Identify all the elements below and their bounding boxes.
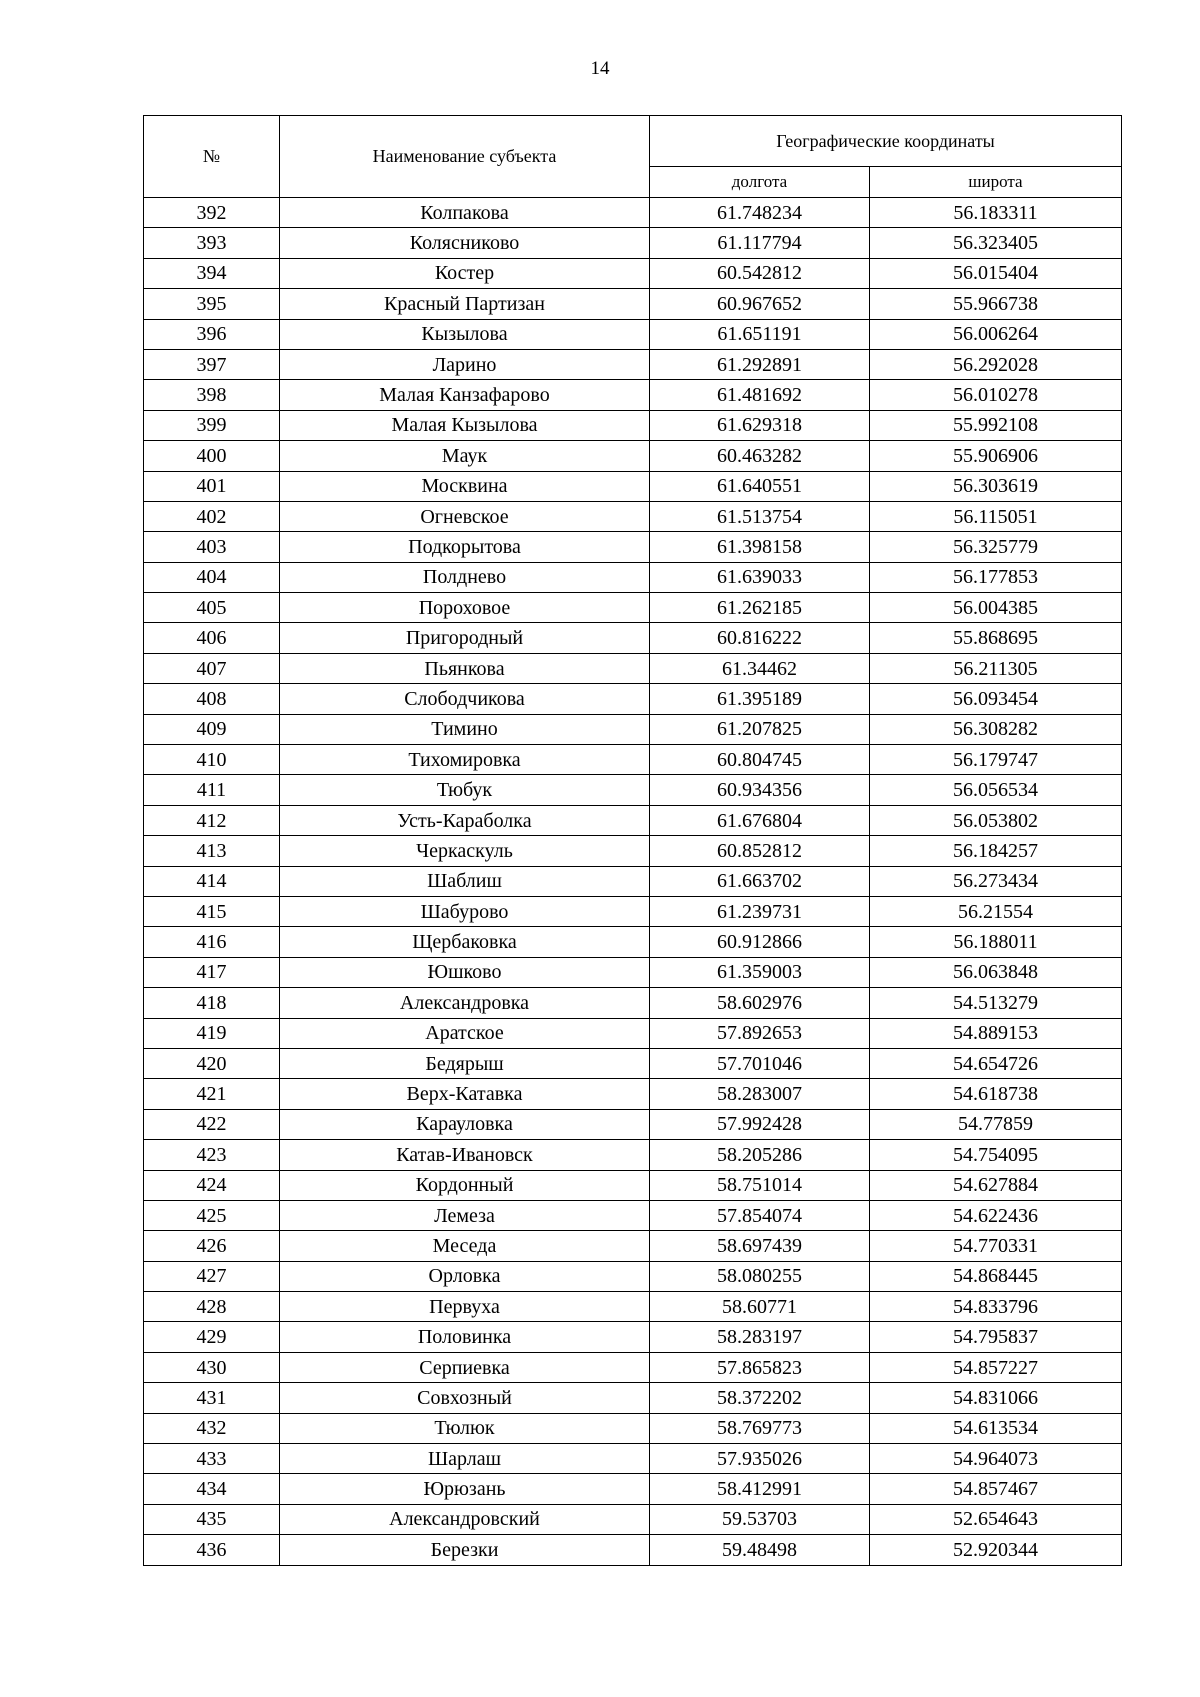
- cell-longitude: 58.412991: [650, 1474, 870, 1504]
- table-row: [144, 1140, 1122, 1170]
- cell-name: Полднево: [280, 562, 650, 592]
- cell-number: 423: [144, 1140, 280, 1170]
- cell-name: Совхозный: [280, 1383, 650, 1413]
- cell-latitude: 55.868695: [870, 623, 1122, 653]
- cell-name: Кызылова: [280, 319, 650, 349]
- cell-name: Кордонный: [280, 1170, 650, 1200]
- cell-latitude: 54.654726: [870, 1048, 1122, 1078]
- cell-name: Красный Партизан: [280, 289, 650, 319]
- cell-number: 397: [144, 349, 280, 379]
- cell-latitude: 54.889153: [870, 1018, 1122, 1048]
- cell-number: 400: [144, 441, 280, 471]
- cell-longitude: 57.892653: [650, 1018, 870, 1048]
- cell-number: 392: [144, 198, 280, 228]
- table-row: [144, 684, 1122, 714]
- cell-number: 414: [144, 866, 280, 896]
- cell-name: Юшково: [280, 957, 650, 987]
- table-row: [144, 349, 1122, 379]
- cell-longitude: 61.239731: [650, 896, 870, 926]
- cell-latitude: 56.183311: [870, 198, 1122, 228]
- cell-number: 407: [144, 653, 280, 683]
- cell-longitude: 61.481692: [650, 380, 870, 410]
- header-number: №: [144, 116, 280, 198]
- cell-number: 433: [144, 1444, 280, 1474]
- cell-latitude: 56.323405: [870, 228, 1122, 258]
- table-row: [144, 501, 1122, 531]
- cell-longitude: 61.292891: [650, 349, 870, 379]
- table-row: [144, 1109, 1122, 1139]
- cell-number: 405: [144, 593, 280, 623]
- cell-longitude: 58.283197: [650, 1322, 870, 1352]
- table-row: [144, 805, 1122, 835]
- cell-name: Карауловка: [280, 1109, 650, 1139]
- cell-number: 401: [144, 471, 280, 501]
- cell-longitude: 60.852812: [650, 836, 870, 866]
- cell-longitude: 60.967652: [650, 289, 870, 319]
- header-name: Наименование субъекта: [280, 116, 650, 198]
- table-row: [144, 289, 1122, 319]
- table-header: [144, 116, 1122, 198]
- cell-longitude: 60.912866: [650, 927, 870, 957]
- cell-latitude: 54.513279: [870, 988, 1122, 1018]
- cell-latitude: 54.831066: [870, 1383, 1122, 1413]
- cell-number: 434: [144, 1474, 280, 1504]
- cell-number: 406: [144, 623, 280, 653]
- cell-latitude: 56.184257: [870, 836, 1122, 866]
- cell-latitude: 52.920344: [870, 1535, 1122, 1565]
- cell-name: Черкаскуль: [280, 836, 650, 866]
- cell-latitude: 54.964073: [870, 1444, 1122, 1474]
- cell-latitude: 54.618738: [870, 1079, 1122, 1109]
- cell-number: 421: [144, 1079, 280, 1109]
- table-row: [144, 471, 1122, 501]
- cell-name: Шаблиш: [280, 866, 650, 896]
- cell-latitude: 54.622436: [870, 1200, 1122, 1230]
- cell-latitude: 56.006264: [870, 319, 1122, 349]
- cell-name: Орловка: [280, 1261, 650, 1291]
- cell-name: Шабурово: [280, 896, 650, 926]
- cell-longitude: 61.651191: [650, 319, 870, 349]
- header-coordinates-group: Географические координаты: [650, 116, 1122, 167]
- cell-longitude: 58.769773: [650, 1413, 870, 1443]
- table-row: [144, 1413, 1122, 1443]
- cell-name: Москвина: [280, 471, 650, 501]
- cell-latitude: 56.004385: [870, 593, 1122, 623]
- cell-latitude: 56.325779: [870, 532, 1122, 562]
- table-row: [144, 623, 1122, 653]
- cell-latitude: 56.015404: [870, 258, 1122, 288]
- cell-latitude: 56.21554: [870, 896, 1122, 926]
- cell-number: 411: [144, 775, 280, 805]
- cell-name: Огневское: [280, 501, 650, 531]
- cell-number: 417: [144, 957, 280, 987]
- cell-longitude: 60.542812: [650, 258, 870, 288]
- cell-name: Пригородный: [280, 623, 650, 653]
- table-row: [144, 1444, 1122, 1474]
- cell-number: 415: [144, 896, 280, 926]
- table-row: [144, 258, 1122, 288]
- cell-latitude: 54.857227: [870, 1352, 1122, 1382]
- cell-latitude: 55.992108: [870, 410, 1122, 440]
- cell-longitude: 61.262185: [650, 593, 870, 623]
- cell-name: Колпакова: [280, 198, 650, 228]
- table-row: [144, 1018, 1122, 1048]
- cell-longitude: 58.205286: [650, 1140, 870, 1170]
- table-row: [144, 1383, 1122, 1413]
- cell-longitude: 61.629318: [650, 410, 870, 440]
- cell-longitude: 61.639033: [650, 562, 870, 592]
- cell-number: 402: [144, 501, 280, 531]
- cell-number: 420: [144, 1048, 280, 1078]
- cell-longitude: 61.207825: [650, 714, 870, 744]
- cell-number: 395: [144, 289, 280, 319]
- cell-number: 418: [144, 988, 280, 1018]
- table-row: [144, 1200, 1122, 1230]
- cell-name: Малая Канзафарово: [280, 380, 650, 410]
- cell-latitude: 55.966738: [870, 289, 1122, 319]
- cell-name: Слободчикова: [280, 684, 650, 714]
- cell-latitude: 56.308282: [870, 714, 1122, 744]
- cell-longitude: 59.48498: [650, 1535, 870, 1565]
- cell-longitude: 57.865823: [650, 1352, 870, 1382]
- cell-number: 426: [144, 1231, 280, 1261]
- table-row: [144, 532, 1122, 562]
- cell-longitude: 61.640551: [650, 471, 870, 501]
- cell-number: 427: [144, 1261, 280, 1291]
- cell-number: 412: [144, 805, 280, 835]
- header-longitude: долгота: [650, 167, 870, 198]
- table-row: [144, 593, 1122, 623]
- cell-latitude: 56.010278: [870, 380, 1122, 410]
- cell-latitude: 56.177853: [870, 562, 1122, 592]
- cell-number: 393: [144, 228, 280, 258]
- cell-name: Ларино: [280, 349, 650, 379]
- cell-number: 408: [144, 684, 280, 714]
- cell-latitude: 56.188011: [870, 927, 1122, 957]
- cell-number: 422: [144, 1109, 280, 1139]
- cell-name: Александровка: [280, 988, 650, 1018]
- cell-longitude: 58.697439: [650, 1231, 870, 1261]
- cell-latitude: 56.063848: [870, 957, 1122, 987]
- cell-name: Первуха: [280, 1292, 650, 1322]
- cell-number: 399: [144, 410, 280, 440]
- cell-longitude: 57.701046: [650, 1048, 870, 1078]
- table-row: [144, 380, 1122, 410]
- cell-name: Половинка: [280, 1322, 650, 1352]
- cell-name: Серпиевка: [280, 1352, 650, 1382]
- cell-number: 396: [144, 319, 280, 349]
- cell-name: Малая Кызылова: [280, 410, 650, 440]
- cell-latitude: 54.613534: [870, 1413, 1122, 1443]
- cell-latitude: 54.754095: [870, 1140, 1122, 1170]
- cell-longitude: 61.748234: [650, 198, 870, 228]
- cell-number: 436: [144, 1535, 280, 1565]
- table-row: [144, 1352, 1122, 1382]
- table-row: [144, 927, 1122, 957]
- cell-longitude: 57.935026: [650, 1444, 870, 1474]
- table-row: [144, 866, 1122, 896]
- cell-number: 431: [144, 1383, 280, 1413]
- table-row: [144, 319, 1122, 349]
- coordinates-table: [143, 115, 1122, 1566]
- table-row: [144, 988, 1122, 1018]
- cell-longitude: 60.463282: [650, 441, 870, 471]
- cell-latitude: 54.795837: [870, 1322, 1122, 1352]
- cell-latitude: 54.627884: [870, 1170, 1122, 1200]
- cell-longitude: 59.53703: [650, 1504, 870, 1534]
- cell-latitude: 54.868445: [870, 1261, 1122, 1291]
- cell-longitude: 57.854074: [650, 1200, 870, 1230]
- cell-longitude: 60.934356: [650, 775, 870, 805]
- cell-name: Усть-Караболка: [280, 805, 650, 835]
- cell-latitude: 54.857467: [870, 1474, 1122, 1504]
- cell-number: 429: [144, 1322, 280, 1352]
- table-row: [144, 896, 1122, 926]
- cell-number: 394: [144, 258, 280, 288]
- table-row: [144, 1504, 1122, 1534]
- table-row: [144, 1322, 1122, 1352]
- cell-number: 428: [144, 1292, 280, 1322]
- cell-latitude: 54.77859: [870, 1109, 1122, 1139]
- cell-longitude: 61.359003: [650, 957, 870, 987]
- cell-latitude: 54.770331: [870, 1231, 1122, 1261]
- cell-longitude: 61.117794: [650, 228, 870, 258]
- cell-latitude: 55.906906: [870, 441, 1122, 471]
- table-row: [144, 441, 1122, 471]
- cell-name: Тюбук: [280, 775, 650, 805]
- table-row: [144, 775, 1122, 805]
- table-row: [144, 228, 1122, 258]
- cell-latitude: 56.211305: [870, 653, 1122, 683]
- cell-number: 403: [144, 532, 280, 562]
- cell-latitude: 56.179747: [870, 745, 1122, 775]
- table-row: [144, 1535, 1122, 1565]
- table-row: [144, 1474, 1122, 1504]
- cell-name: Березки: [280, 1535, 650, 1565]
- cell-number: 425: [144, 1200, 280, 1230]
- header-latitude: широта: [870, 167, 1122, 198]
- cell-number: 435: [144, 1504, 280, 1534]
- cell-name: Тюлюк: [280, 1413, 650, 1443]
- cell-latitude: 56.056534: [870, 775, 1122, 805]
- cell-number: 398: [144, 380, 280, 410]
- table-row: [144, 1048, 1122, 1078]
- table-row: [144, 410, 1122, 440]
- cell-name: Бедярыш: [280, 1048, 650, 1078]
- cell-name: Тимино: [280, 714, 650, 744]
- table-row: [144, 1261, 1122, 1291]
- table-row: [144, 1170, 1122, 1200]
- page-number: 14: [590, 58, 610, 79]
- cell-latitude: 56.053802: [870, 805, 1122, 835]
- cell-name: Маук: [280, 441, 650, 471]
- cell-name: Пороховое: [280, 593, 650, 623]
- cell-name: Пьянкова: [280, 653, 650, 683]
- cell-latitude: 56.303619: [870, 471, 1122, 501]
- cell-number: 419: [144, 1018, 280, 1048]
- cell-name: Колясниково: [280, 228, 650, 258]
- cell-latitude: 52.654643: [870, 1504, 1122, 1534]
- cell-name: Подкорытова: [280, 532, 650, 562]
- cell-longitude: 58.372202: [650, 1383, 870, 1413]
- table-row: [144, 653, 1122, 683]
- cell-longitude: 57.992428: [650, 1109, 870, 1139]
- cell-longitude: 58.283007: [650, 1079, 870, 1109]
- cell-latitude: 54.833796: [870, 1292, 1122, 1322]
- cell-latitude: 56.093454: [870, 684, 1122, 714]
- cell-name: Меседа: [280, 1231, 650, 1261]
- cell-name: Лемеза: [280, 1200, 650, 1230]
- cell-number: 409: [144, 714, 280, 744]
- table-body: [144, 198, 1122, 1566]
- cell-number: 404: [144, 562, 280, 592]
- table-row: [144, 1079, 1122, 1109]
- table-row: [144, 745, 1122, 775]
- table-row: [144, 1292, 1122, 1322]
- cell-name: Катав-Ивановск: [280, 1140, 650, 1170]
- cell-number: 432: [144, 1413, 280, 1443]
- cell-name: Верх-Катавка: [280, 1079, 650, 1109]
- table-row: [144, 1231, 1122, 1261]
- cell-longitude: 61.676804: [650, 805, 870, 835]
- cell-name: Александровский: [280, 1504, 650, 1534]
- cell-longitude: 60.804745: [650, 745, 870, 775]
- cell-name: Шарлаш: [280, 1444, 650, 1474]
- table-row: [144, 198, 1122, 228]
- cell-number: 413: [144, 836, 280, 866]
- cell-name: Аратское: [280, 1018, 650, 1048]
- cell-longitude: 58.60771: [650, 1292, 870, 1322]
- cell-latitude: 56.292028: [870, 349, 1122, 379]
- table-row: [144, 836, 1122, 866]
- table-row: [144, 957, 1122, 987]
- table-row: [144, 562, 1122, 592]
- cell-longitude: 61.398158: [650, 532, 870, 562]
- cell-longitude: 61.663702: [650, 866, 870, 896]
- cell-longitude: 58.751014: [650, 1170, 870, 1200]
- cell-name: Юрюзань: [280, 1474, 650, 1504]
- table-row: [144, 714, 1122, 744]
- cell-longitude: 58.602976: [650, 988, 870, 1018]
- cell-name: Щербаковка: [280, 927, 650, 957]
- cell-latitude: 56.273434: [870, 866, 1122, 896]
- cell-name: Тихомировка: [280, 745, 650, 775]
- cell-number: 424: [144, 1170, 280, 1200]
- cell-number: 430: [144, 1352, 280, 1382]
- cell-number: 410: [144, 745, 280, 775]
- cell-latitude: 56.115051: [870, 501, 1122, 531]
- cell-name: Костер: [280, 258, 650, 288]
- cell-longitude: 61.34462: [650, 653, 870, 683]
- cell-longitude: 61.513754: [650, 501, 870, 531]
- cell-number: 416: [144, 927, 280, 957]
- cell-longitude: 61.395189: [650, 684, 870, 714]
- cell-longitude: 58.080255: [650, 1261, 870, 1291]
- cell-longitude: 60.816222: [650, 623, 870, 653]
